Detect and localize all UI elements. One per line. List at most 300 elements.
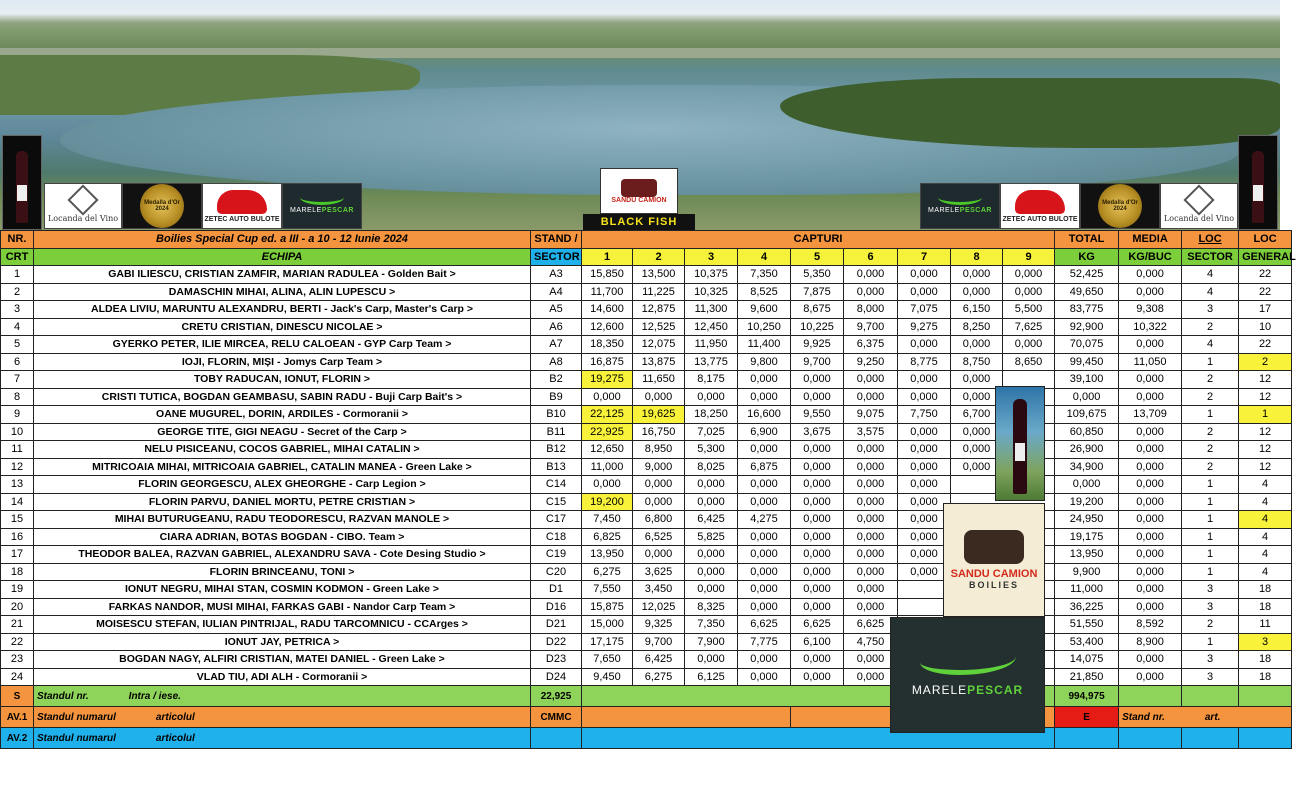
capture-value: 0,000 bbox=[791, 528, 844, 546]
footer-s-value: 22,925 bbox=[531, 686, 582, 707]
capture-num: 5 bbox=[791, 248, 844, 266]
stand-code: C17 bbox=[531, 511, 582, 529]
capture-value: 13,950 bbox=[582, 546, 633, 564]
capture-value: 7,075 bbox=[898, 301, 951, 319]
capture-value: 14,600 bbox=[582, 301, 633, 319]
foot-s bbox=[1, 686, 1292, 707]
foot-av1 bbox=[1, 707, 1292, 728]
locanda-icon bbox=[1183, 184, 1214, 215]
stand-code: B12 bbox=[531, 441, 582, 459]
stand-code: C15 bbox=[531, 493, 582, 511]
wine-bottle-logo-left bbox=[2, 135, 42, 230]
media-kg: 0,000 bbox=[1119, 476, 1182, 494]
team-name: IONUT JAY, PETRICA > bbox=[34, 633, 531, 651]
capture-value: 16,750 bbox=[633, 423, 685, 441]
stand-code: B10 bbox=[531, 406, 582, 424]
capture-num: 7 bbox=[898, 248, 951, 266]
capture-value: 0,000 bbox=[582, 388, 633, 406]
col-media: MEDIA bbox=[1119, 231, 1182, 249]
capture-value: 7,650 bbox=[582, 651, 633, 669]
footer-av2-text bbox=[34, 728, 531, 749]
footer-av2-label: AV.2 bbox=[1, 728, 34, 749]
capture-value: 10,250 bbox=[738, 318, 791, 336]
table-row bbox=[1, 318, 1292, 336]
capture-value: 8,175 bbox=[685, 371, 738, 389]
capture-value: 22,125 bbox=[582, 406, 633, 424]
capture-value: 0,000 bbox=[898, 458, 951, 476]
capture-value: 6,900 bbox=[738, 423, 791, 441]
total-kg: 0,000 bbox=[1055, 388, 1119, 406]
loc-general: 12 bbox=[1239, 423, 1292, 441]
footer-av2-b1 bbox=[1055, 728, 1119, 749]
capture-value: 7,750 bbox=[898, 406, 951, 424]
loc-general: 12 bbox=[1239, 388, 1292, 406]
loc-sector: 1 bbox=[1182, 563, 1239, 581]
table-row bbox=[1, 651, 1292, 669]
capture-value: 6,275 bbox=[582, 563, 633, 581]
stand-code: A4 bbox=[531, 283, 582, 301]
capture-value: 15,000 bbox=[582, 616, 633, 634]
medal-text: Medalla d'Or 2024 bbox=[140, 184, 184, 228]
stand-code: A3 bbox=[531, 266, 582, 284]
capture-value: 6,125 bbox=[685, 668, 738, 686]
capture-value: 18,350 bbox=[582, 336, 633, 354]
capture-value: 6,800 bbox=[633, 511, 685, 529]
capture-num: 3 bbox=[685, 248, 738, 266]
col-capturi: CAPTURI bbox=[582, 231, 1055, 249]
loc-general: 22 bbox=[1239, 266, 1292, 284]
loc-general: 12 bbox=[1239, 458, 1292, 476]
truck-icon bbox=[964, 530, 1024, 564]
capture-value: 8,025 bbox=[685, 458, 738, 476]
car-icon bbox=[1015, 190, 1065, 214]
capture-value: 13,875 bbox=[633, 353, 685, 371]
loc-sector: 3 bbox=[1182, 651, 1239, 669]
capture-value: 5,350 bbox=[791, 266, 844, 284]
loc-general: 4 bbox=[1239, 511, 1292, 529]
zetec-text: ZETEC AUTO BULOTE bbox=[1002, 215, 1078, 223]
total-kg: 60,850 bbox=[1055, 423, 1119, 441]
capture-value: 0,000 bbox=[738, 598, 791, 616]
loc-sector: 3 bbox=[1182, 581, 1239, 599]
capture-value: 0,000 bbox=[951, 266, 1003, 284]
stand-code: C14 bbox=[531, 476, 582, 494]
capture-value: 0,000 bbox=[685, 476, 738, 494]
stand-code: D24 bbox=[531, 668, 582, 686]
capture-value: 22,925 bbox=[582, 423, 633, 441]
media-kg: 0,000 bbox=[1119, 651, 1182, 669]
row-nr: 7 bbox=[1, 371, 34, 389]
capture-value: 0,000 bbox=[951, 458, 1003, 476]
total-kg: 19,175 bbox=[1055, 528, 1119, 546]
team-name: IONUT NEGRU, MIHAI STAN, COSMIN KODMON - Green Lake > bbox=[34, 581, 531, 599]
total-kg: 39,100 bbox=[1055, 371, 1119, 389]
sandu-camion-logo bbox=[943, 503, 1045, 617]
loc-general: 18 bbox=[1239, 668, 1292, 686]
total-kg: 19,200 bbox=[1055, 493, 1119, 511]
capture-value: 0,000 bbox=[791, 651, 844, 669]
capture-value: 0,000 bbox=[685, 563, 738, 581]
sandu-camion-text: SANDU CAMION bbox=[611, 196, 667, 204]
col-kg-buc: KG/BUC bbox=[1119, 248, 1182, 266]
loc-sector: 2 bbox=[1182, 388, 1239, 406]
capture-value: 12,600 bbox=[582, 318, 633, 336]
capture-value: 0,000 bbox=[791, 493, 844, 511]
capture-value: 0,000 bbox=[738, 563, 791, 581]
capture-value: 6,825 bbox=[582, 528, 633, 546]
col-stand: STAND / bbox=[531, 231, 582, 249]
capture-value: 0,000 bbox=[844, 581, 898, 599]
locanda-text: Locanda del Vino bbox=[47, 214, 119, 223]
capture-value: 15,850 bbox=[582, 266, 633, 284]
capture-value: 6,425 bbox=[633, 651, 685, 669]
capture-value: 0,000 bbox=[844, 668, 898, 686]
footer-text: Intra / iese. bbox=[128, 690, 181, 702]
total-kg: 24,950 bbox=[1055, 511, 1119, 529]
marele-pescar-logo-left bbox=[282, 183, 362, 229]
team-name: OANE MUGUREL, DORIN, ARDILES - Cormoranii > bbox=[34, 406, 531, 424]
col-echipa: ECHIPA bbox=[34, 248, 531, 266]
capture-value: 0,000 bbox=[791, 563, 844, 581]
locanda-logo-right bbox=[1160, 183, 1238, 229]
total-kg: 34,900 bbox=[1055, 458, 1119, 476]
capture-value: 9,600 bbox=[738, 301, 791, 319]
capture-value: 0,000 bbox=[685, 493, 738, 511]
capture-value: 3,675 bbox=[791, 423, 844, 441]
capture-value: 0,000 bbox=[898, 528, 951, 546]
capture-value: 0,000 bbox=[951, 283, 1003, 301]
capture-value: 0,000 bbox=[898, 336, 951, 354]
sandu-camion-logo-top bbox=[600, 168, 678, 214]
table-row bbox=[1, 493, 1292, 511]
capture-value: 16,600 bbox=[738, 406, 791, 424]
stand-code: D1 bbox=[531, 581, 582, 599]
table-row bbox=[1, 476, 1292, 494]
loc-general: 12 bbox=[1239, 441, 1292, 459]
row-nr: 8 bbox=[1, 388, 34, 406]
media-kg: 10,322 bbox=[1119, 318, 1182, 336]
footer-text: Stand nr. bbox=[1122, 711, 1165, 723]
capture-value: 0,000 bbox=[844, 266, 898, 284]
loc-general: 22 bbox=[1239, 336, 1292, 354]
capture-value: 8,650 bbox=[1003, 353, 1055, 371]
capture-value: 6,625 bbox=[791, 616, 844, 634]
capture-value: 0,000 bbox=[951, 441, 1003, 459]
sandu-camion-text: SANDU CAMION bbox=[950, 568, 1038, 580]
medal-logo-left bbox=[122, 183, 202, 229]
row-nr: 19 bbox=[1, 581, 34, 599]
capture-value: 12,650 bbox=[582, 441, 633, 459]
footer-s-blank1 bbox=[1119, 686, 1182, 707]
header-row-1 bbox=[1, 231, 1292, 249]
stand-code: B13 bbox=[531, 458, 582, 476]
capture-num: 4 bbox=[738, 248, 791, 266]
footer-s-blank3 bbox=[1239, 686, 1292, 707]
event-title: Boilies Special Cup ed. a III - a 10 - 12 Iunie 2024 bbox=[34, 231, 531, 249]
locanda-logo-left bbox=[44, 183, 122, 229]
loc-sector: 3 bbox=[1182, 301, 1239, 319]
loc-sector: 1 bbox=[1182, 528, 1239, 546]
table-row bbox=[1, 301, 1292, 319]
capture-value: 6,100 bbox=[791, 633, 844, 651]
loc-sector: 1 bbox=[1182, 476, 1239, 494]
capture-value: 0,000 bbox=[685, 581, 738, 599]
capture-value: 0,000 bbox=[844, 563, 898, 581]
table-row bbox=[1, 406, 1292, 424]
footer-av2-b3 bbox=[1182, 728, 1239, 749]
capture-value: 0,000 bbox=[685, 651, 738, 669]
capture-value: 12,075 bbox=[633, 336, 685, 354]
capture-value: 6,625 bbox=[844, 616, 898, 634]
total-kg: 53,400 bbox=[1055, 633, 1119, 651]
capture-value: 0,000 bbox=[791, 388, 844, 406]
capture-value: 9,550 bbox=[791, 406, 844, 424]
footer-av2-b2 bbox=[1119, 728, 1182, 749]
media-kg: 0,000 bbox=[1119, 283, 1182, 301]
team-name: BOGDAN NAGY, ALFIRI CRISTIAN, MATEI DANIEL - Green Lake > bbox=[34, 651, 531, 669]
capture-value: 0,000 bbox=[738, 371, 791, 389]
zetec-text: ZETEC AUTO BULOTE bbox=[204, 215, 280, 223]
col-loc-sector: LOC bbox=[1182, 231, 1239, 249]
capture-value: 0,000 bbox=[951, 336, 1003, 354]
marele-pescar-text: MARELEPESCAR bbox=[928, 207, 992, 214]
footer-text: Standul nr. bbox=[37, 690, 89, 702]
wine-bottle-image bbox=[995, 386, 1045, 501]
capture-value: 6,875 bbox=[738, 458, 791, 476]
stand-code: A6 bbox=[531, 318, 582, 336]
team-name: CRISTI TUTICA, BOGDAN GEAMBASU, SABIN RADU - Buji Carp Bait's > bbox=[34, 388, 531, 406]
capture-value: 0,000 bbox=[738, 388, 791, 406]
team-name: IOJI, FLORIN, MIȘI - Jomys Carp Team > bbox=[34, 353, 531, 371]
footer-av1-text bbox=[34, 707, 531, 728]
capture-value: 7,625 bbox=[1003, 318, 1055, 336]
table-row bbox=[1, 616, 1292, 634]
col-sector-label: SECTOR bbox=[1182, 248, 1239, 266]
row-nr: 21 bbox=[1, 616, 34, 634]
capture-value: 0,000 bbox=[898, 511, 951, 529]
loc-general: 2 bbox=[1239, 353, 1292, 371]
capture-value: 19,625 bbox=[633, 406, 685, 424]
stand-code: B9 bbox=[531, 388, 582, 406]
capture-value: 11,700 bbox=[582, 283, 633, 301]
capture-value: 10,225 bbox=[791, 318, 844, 336]
media-kg: 0,000 bbox=[1119, 371, 1182, 389]
row-nr: 4 bbox=[1, 318, 34, 336]
media-kg: 0,000 bbox=[1119, 441, 1182, 459]
capture-value: 0,000 bbox=[898, 388, 951, 406]
loc-general: 4 bbox=[1239, 493, 1292, 511]
stand-code: D16 bbox=[531, 598, 582, 616]
loc-general: 18 bbox=[1239, 598, 1292, 616]
capture-value: 8,000 bbox=[844, 301, 898, 319]
capture-value: 0,000 bbox=[791, 511, 844, 529]
media-kg: 9,308 bbox=[1119, 301, 1182, 319]
capture-value: 0,000 bbox=[738, 668, 791, 686]
team-name: GYERKO PETER, ILIE MIRCEA, RELU CALOEAN - GYP Carp Team > bbox=[34, 336, 531, 354]
capture-value: 7,900 bbox=[685, 633, 738, 651]
capture-value: 7,350 bbox=[685, 616, 738, 634]
loc-sector: 1 bbox=[1182, 546, 1239, 564]
row-nr: 15 bbox=[1, 511, 34, 529]
capture-value: 0,000 bbox=[951, 423, 1003, 441]
capture-value: 0,000 bbox=[1003, 283, 1055, 301]
wine-bottle-logo-right bbox=[1238, 135, 1278, 230]
total-kg: 49,650 bbox=[1055, 283, 1119, 301]
capture-value: 0,000 bbox=[844, 651, 898, 669]
capture-value: 0,000 bbox=[898, 476, 951, 494]
table-row bbox=[1, 563, 1292, 581]
row-nr: 16 bbox=[1, 528, 34, 546]
capture-value: 0,000 bbox=[844, 371, 898, 389]
loc-sector: 2 bbox=[1182, 318, 1239, 336]
marele-pescar-logo bbox=[890, 617, 1045, 733]
footer-av1-label: AV.1 bbox=[1, 707, 34, 728]
capture-value: 6,275 bbox=[633, 668, 685, 686]
total-kg: 13,950 bbox=[1055, 546, 1119, 564]
table-row bbox=[1, 581, 1292, 599]
capture-value: 11,950 bbox=[685, 336, 738, 354]
footer-av1-value: CMMC bbox=[531, 707, 582, 728]
capture-value: 0,000 bbox=[844, 283, 898, 301]
total-kg: 0,000 bbox=[1055, 476, 1119, 494]
capture-value: 9,325 bbox=[633, 616, 685, 634]
capture-value: 11,225 bbox=[633, 283, 685, 301]
capture-value: 15,875 bbox=[582, 598, 633, 616]
capture-value: 0,000 bbox=[633, 546, 685, 564]
capture-value: 10,325 bbox=[685, 283, 738, 301]
capture-value: 0,000 bbox=[633, 476, 685, 494]
footer-av1-spacer-a bbox=[582, 707, 791, 728]
table-row bbox=[1, 423, 1292, 441]
capture-value: 0,000 bbox=[1003, 266, 1055, 284]
capture-num: 2 bbox=[633, 248, 685, 266]
capture-value: 0,000 bbox=[844, 388, 898, 406]
row-nr: 23 bbox=[1, 651, 34, 669]
total-kg: 83,775 bbox=[1055, 301, 1119, 319]
loc-sector: 1 bbox=[1182, 493, 1239, 511]
stand-code: A5 bbox=[531, 301, 582, 319]
table-row bbox=[1, 266, 1292, 284]
capture-value: 6,375 bbox=[844, 336, 898, 354]
stand-code: A7 bbox=[531, 336, 582, 354]
table-row bbox=[1, 511, 1292, 529]
capture-value: 0,000 bbox=[738, 528, 791, 546]
loc-sector: 1 bbox=[1182, 353, 1239, 371]
capture-value: 0,000 bbox=[738, 441, 791, 459]
total-kg: 109,675 bbox=[1055, 406, 1119, 424]
capture-value: 0,000 bbox=[791, 581, 844, 599]
row-nr: 5 bbox=[1, 336, 34, 354]
table-row bbox=[1, 336, 1292, 354]
capture-value: 5,300 bbox=[685, 441, 738, 459]
capture-value: 4,275 bbox=[738, 511, 791, 529]
footer-s-total: 994,975 bbox=[1055, 686, 1119, 707]
loc-general: 4 bbox=[1239, 563, 1292, 581]
capture-value: 3,625 bbox=[633, 563, 685, 581]
capture-value: 0,000 bbox=[791, 476, 844, 494]
capture-value: 0,000 bbox=[898, 493, 951, 511]
capture-value: 0,000 bbox=[898, 266, 951, 284]
loc-sector: 4 bbox=[1182, 266, 1239, 284]
total-kg: 52,425 bbox=[1055, 266, 1119, 284]
total-kg: 9,900 bbox=[1055, 563, 1119, 581]
stand-code: C20 bbox=[531, 563, 582, 581]
capture-value: 0,000 bbox=[898, 441, 951, 459]
capture-value: 12,025 bbox=[633, 598, 685, 616]
media-kg: 0,000 bbox=[1119, 598, 1182, 616]
media-kg: 0,000 bbox=[1119, 546, 1182, 564]
footer-s-label: S bbox=[1, 686, 34, 707]
team-name: FLORIN BRINCEANU, TONI > bbox=[34, 563, 531, 581]
footer-s-text bbox=[34, 686, 531, 707]
footer-av2-b4 bbox=[1239, 728, 1292, 749]
capture-value: 0,000 bbox=[738, 651, 791, 669]
col-total: TOTAL bbox=[1055, 231, 1119, 249]
capture-value: 8,325 bbox=[685, 598, 738, 616]
loc-sector: 3 bbox=[1182, 598, 1239, 616]
swoosh-icon bbox=[938, 190, 982, 205]
capture-value: 8,250 bbox=[951, 318, 1003, 336]
loc-general: 12 bbox=[1239, 371, 1292, 389]
capture-value: 0,000 bbox=[898, 546, 951, 564]
loc-sector: 2 bbox=[1182, 616, 1239, 634]
capture-value: 0,000 bbox=[685, 546, 738, 564]
row-nr: 6 bbox=[1, 353, 34, 371]
loc-sector: 1 bbox=[1182, 633, 1239, 651]
team-name: ALDEA LIVIU, MARUNTU ALEXANDRU, BERTI - Jack's Carp, Master's Carp > bbox=[34, 301, 531, 319]
capture-value: 0,000 bbox=[633, 493, 685, 511]
capture-value: 0,000 bbox=[844, 546, 898, 564]
team-name: FARKAS NANDOR, MUSI MIHAI, FARKAS GABI - Nandor Carp Team > bbox=[34, 598, 531, 616]
team-name: NELU PISICEANU, COCOS GABRIEL, MIHAI CATALIN > bbox=[34, 441, 531, 459]
loc-general: 4 bbox=[1239, 476, 1292, 494]
table-row bbox=[1, 598, 1292, 616]
capture-value: 0,000 bbox=[791, 546, 844, 564]
team-name: FLORIN PARVU, DANIEL MORTU, PETRE CRISTIAN > bbox=[34, 493, 531, 511]
footer-s-blank2 bbox=[1182, 686, 1239, 707]
media-kg: 0,000 bbox=[1119, 668, 1182, 686]
media-kg: 0,000 bbox=[1119, 266, 1182, 284]
zetec-logo-left bbox=[202, 183, 282, 229]
capture-value: 4,750 bbox=[844, 633, 898, 651]
col-general-label: GENERAL bbox=[1239, 248, 1292, 266]
footer-av1-stand bbox=[1119, 707, 1292, 728]
loc-sector: 1 bbox=[1182, 406, 1239, 424]
media-kg: 0,000 bbox=[1119, 336, 1182, 354]
loc-sector: 3 bbox=[1182, 668, 1239, 686]
capture-value: 0,000 bbox=[951, 371, 1003, 389]
row-nr: 3 bbox=[1, 301, 34, 319]
loc-sector: 4 bbox=[1182, 283, 1239, 301]
row-nr: 1 bbox=[1, 266, 34, 284]
media-kg: 0,000 bbox=[1119, 458, 1182, 476]
capture-value: 0,000 bbox=[898, 371, 951, 389]
capture-num: 9 bbox=[1003, 248, 1055, 266]
stand-code: C19 bbox=[531, 546, 582, 564]
stand-code: D21 bbox=[531, 616, 582, 634]
locanda-text: Locanda del Vino bbox=[1163, 214, 1235, 223]
total-kg: 99,450 bbox=[1055, 353, 1119, 371]
capture-value: 0,000 bbox=[791, 441, 844, 459]
stand-code: A8 bbox=[531, 353, 582, 371]
capture-value: 9,275 bbox=[898, 318, 951, 336]
total-kg: 70,075 bbox=[1055, 336, 1119, 354]
col-sector: SECTOR bbox=[531, 248, 582, 266]
loc-sector: 1 bbox=[1182, 511, 1239, 529]
media-kg: 0,000 bbox=[1119, 493, 1182, 511]
team-name: MIHAI BUTURUGEANU, RADU TEODORESCU, RAZVAN MANOLE > bbox=[34, 511, 531, 529]
capture-value: 0,000 bbox=[685, 388, 738, 406]
